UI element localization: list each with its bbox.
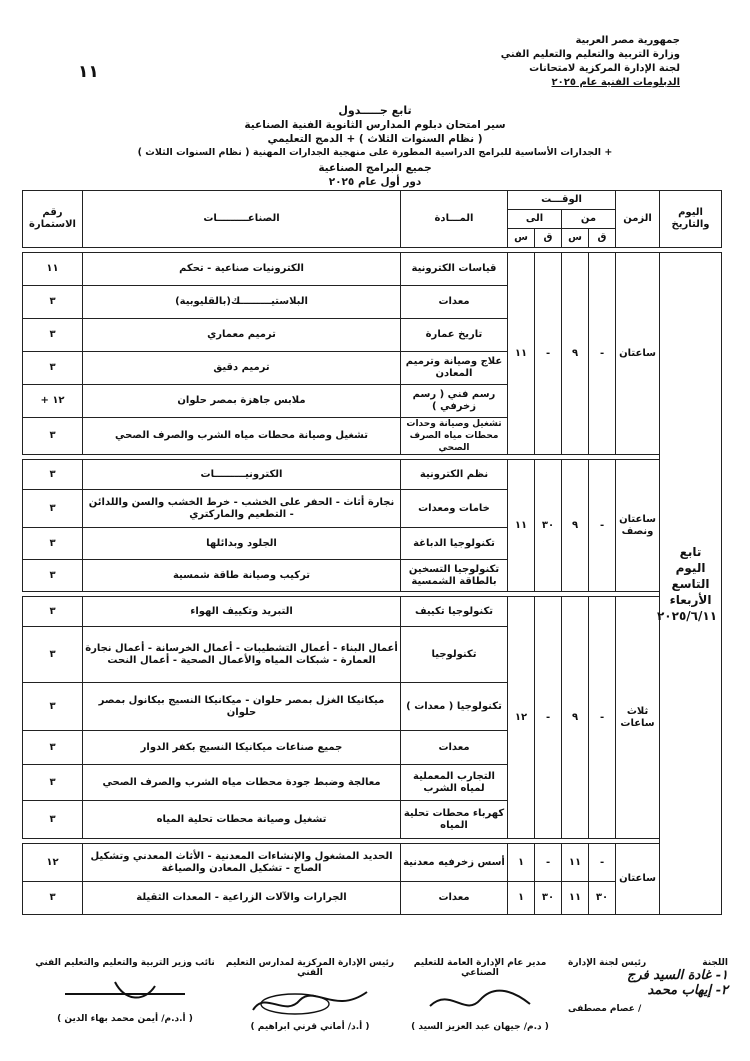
- subject-cell: تشغيل وصيانة وحدات محطات مياه الصرف الصحي: [401, 418, 508, 455]
- signature-committee: [568, 958, 728, 1014]
- industry-cell: تشغيل وصيانة محطات مياه الشرب والصرف الصحي: [83, 418, 401, 455]
- form-cell: ٣: [23, 560, 83, 592]
- form-cell: ٣: [23, 683, 83, 731]
- ministry-line-3: لجنة الإدارة المركزية لامتحانات: [529, 63, 680, 74]
- committee-member-2: ٢- إيهاب محمد: [647, 983, 728, 998]
- subject-cell: تكنولوجيا التسخين بالطاقة الشمسية: [401, 560, 508, 592]
- header-day: اليوم والتاريخ: [660, 191, 722, 248]
- form-cell: ٣: [23, 765, 83, 801]
- form-cell: ٣: [23, 286, 83, 319]
- industry-cell: نجارة أثاث - الحفر على الخشب - خرط الخشب والسن واللدائن - التطعيم والماركتري: [83, 490, 401, 528]
- day-cell: تابع اليوم التاسع الأربعاء ٢٠٢٥/٦/١١: [660, 253, 722, 915]
- industry-cell: ترميم معماري: [83, 319, 401, 352]
- subject-cell: علاج وصيانة وترميم المعادن: [401, 352, 508, 385]
- form-cell: ٣: [23, 731, 83, 765]
- form-cell: ١٢: [23, 844, 83, 882]
- group-4-row-1-from-hr: ١١: [562, 844, 589, 882]
- group-4-row-1-from-min: -: [589, 844, 616, 882]
- group-1-from-hr: ٩: [562, 253, 589, 455]
- subject-cell: خامات ومعدات: [401, 490, 508, 528]
- signature-deputy-minister: [30, 958, 220, 1024]
- industry-cell: معالجة وضبط جودة محطات مياه الشرب والصرف الصحي: [83, 765, 401, 801]
- group-3-to-min: -: [535, 597, 562, 839]
- industry-cell: البلاستيـــــــــك(بالقليوبية): [83, 286, 401, 319]
- form-cell: ٣: [23, 460, 83, 490]
- header-from-minutes: ق: [589, 229, 616, 248]
- deputy-name: ( أ.د.م/ أيمن محمد بهاء الدين ): [57, 1014, 193, 1024]
- group-3-duration: ثلاث ساعات: [616, 597, 660, 839]
- subject-cell: نظم الكترونية: [401, 460, 508, 490]
- header-to-hours: س: [508, 229, 535, 248]
- signature-scribble-icon: [245, 980, 375, 1020]
- title-2: سير امتحان دبلوم المدارس الثانوية الفنية الصناعية: [244, 119, 506, 131]
- form-cell: ٣: [23, 418, 83, 455]
- signature-scribble-icon: [55, 972, 195, 1010]
- exam-schedule-table: [22, 190, 722, 915]
- group-2-duration: ساعتان ونصف: [616, 460, 660, 592]
- ministry-line-2: وزارة التربية والتعليم والتعليم الفني: [500, 49, 680, 60]
- group-4-row-2-from-hr: ١١: [562, 882, 589, 915]
- industry-cell: الكترونيـــــــــات: [83, 460, 401, 490]
- group-2-to-min: ٣٠: [535, 460, 562, 592]
- signature-central-head: [225, 958, 395, 1032]
- group-4-row-1-to-min: -: [535, 844, 562, 882]
- header-from: من: [562, 210, 616, 229]
- header-duration: الزمن: [616, 191, 660, 248]
- general-mgr-name: ( د.م/ جيهان عبد العزيز السيد ): [411, 1022, 549, 1032]
- industry-cell: ميكانيكا الغزل بمصر حلوان - ميكانيكا النسيج بيكانول بمصر حلوان: [83, 683, 401, 731]
- form-cell: ٣: [23, 490, 83, 528]
- group-2-from-min: -: [589, 460, 616, 592]
- industry-cell: الجلود وبدائلها: [83, 528, 401, 560]
- subject-cell: التجارب المعملية لمياه الشرب: [401, 765, 508, 801]
- deputy-title: نائب وزير التربية والتعليم والتعليم الفني: [35, 958, 215, 968]
- subject-cell: معدات: [401, 882, 508, 915]
- subject-cell: أسس زخرفيه معدنية: [401, 844, 508, 882]
- title-1: تابع جـــــدول: [338, 104, 412, 117]
- industry-cell: تركيب وصيانة طاقة شمسية: [83, 560, 401, 592]
- header-to-minutes: ق: [535, 229, 562, 248]
- group-4-row-1-to-hr: ١: [508, 844, 535, 882]
- ministry-line-1: جمهورية مصر العربية: [575, 35, 680, 46]
- group-1-duration: ساعتان: [616, 253, 660, 455]
- group-3-from-hr: ٩: [562, 597, 589, 839]
- group-4-row-2-to-min: ٣٠: [535, 882, 562, 915]
- industry-cell: الكترونيات صناعية - تحكم: [83, 253, 401, 286]
- subject-cell: تكنولوجيا ( معدات ): [401, 683, 508, 731]
- header-form-no: رقم الاستمارة: [23, 191, 83, 248]
- group-1-to-hr: ١١: [508, 253, 535, 455]
- form-cell: ١١: [23, 253, 83, 286]
- form-cell: ٣: [23, 319, 83, 352]
- industry-cell: أعمال البناء - أعمال التشطيبات - أعمال الخرسانة - أعمال نجارة العمارة - شبكات المياه والأعمال الصحية - أعمال النحت: [83, 627, 401, 683]
- page-number: ١١: [78, 62, 99, 82]
- subject-cell: تكنولوجيا: [401, 627, 508, 683]
- form-cell: ٣: [23, 801, 83, 839]
- subject-cell: تاريخ عمارة: [401, 319, 508, 352]
- subject-cell: كهرباء محطات تحلية المياه: [401, 801, 508, 839]
- subject-cell: معدات: [401, 286, 508, 319]
- header-from-hours: س: [562, 229, 589, 248]
- industry-cell: جميع صناعات ميكانيكا النسيج بكفر الدوار: [83, 731, 401, 765]
- group-1-to-min: -: [535, 253, 562, 455]
- industry-cell: تشغيل وصيانة محطات تحلية المياه: [83, 801, 401, 839]
- group-3-to-hr: ١٢: [508, 597, 535, 839]
- signature-general-manager: [400, 958, 560, 1032]
- title-4: + الجدارات الأساسية للبرامج الدراسية المطورة على منهجية الجدارات المهنية ( نظام السنوات الثلاث ): [137, 147, 613, 158]
- subject-cell: تكنولوجيا الدباغة: [401, 528, 508, 560]
- title-3: ( نظام السنوات الثلاث ) + الدمج التعليمي: [267, 133, 483, 145]
- form-cell: ٣: [23, 627, 83, 683]
- header-to: الى: [508, 210, 562, 229]
- admin-head-title: رئيس لجنة الإدارة: [568, 958, 647, 968]
- industry-cell: ترميم دقيق: [83, 352, 401, 385]
- subject-cell: معدات: [401, 731, 508, 765]
- header-time: الوقـــت: [508, 191, 616, 210]
- industry-cell: التبريد وتكييف الهواء: [83, 597, 401, 627]
- group-4-duration: ساعتان: [616, 844, 660, 915]
- form-cell: ٣: [23, 352, 83, 385]
- group-1-from-min: -: [589, 253, 616, 455]
- signature-scribble-icon: [420, 982, 540, 1018]
- ministry-line-4: الدبلومات الفنية عام ٢٠٢٥: [551, 77, 680, 88]
- title-5: جميع البرامج الصناعية: [318, 162, 432, 174]
- subject-cell: رسم فني ( رسم زخرفي ): [401, 385, 508, 418]
- subject-cell: تكنولوجيا تكييف: [401, 597, 508, 627]
- industry-cell: الجرارات والآلات الزراعية - المعدات الثقيلة: [83, 882, 401, 915]
- group-3-from-min: -: [589, 597, 616, 839]
- header-industries: الصناعـــــــــات: [83, 191, 401, 248]
- header-subject: المـــادة: [401, 191, 508, 248]
- subject-cell: قياسات الكترونية: [401, 253, 508, 286]
- form-cell: ٣: [23, 528, 83, 560]
- group-2-to-hr: ١١: [508, 460, 535, 592]
- group-4-row-2-from-min: ٣٠: [589, 882, 616, 915]
- industry-cell: ملابس جاهزة بمصر حلوان: [83, 385, 401, 418]
- admin-head-name: / عصام مصطفى: [568, 1004, 642, 1014]
- group-2-from-hr: ٩: [562, 460, 589, 592]
- group-4-row-2-to-hr: ١: [508, 882, 535, 915]
- committee-member-1: ١- غادة السيد فرج: [626, 968, 728, 983]
- form-cell: ٣: [23, 882, 83, 915]
- form-cell: ١٢ +: [23, 385, 83, 418]
- general-mgr-title: مدير عام الإدارة العامة للتعليم الصناعي: [413, 958, 547, 978]
- committee-title: اللجنة: [702, 958, 728, 968]
- central-head-name: ( أ.د/ أماني قرني ابراهيم ): [250, 1022, 370, 1032]
- industry-cell: الحديد المشغول والإنشاءات المعدنية - الأثاث المعدني وتشكيل الصاج - تشكيل المعادن والصياغة: [83, 844, 401, 882]
- title-6: دور أول عام ٢٠٢٥: [328, 176, 422, 188]
- form-cell: ٣: [23, 597, 83, 627]
- ministry-header: [450, 34, 680, 90]
- central-head-title: رئيس الإدارة المركزية لمدارس التعليم الفني: [225, 958, 395, 978]
